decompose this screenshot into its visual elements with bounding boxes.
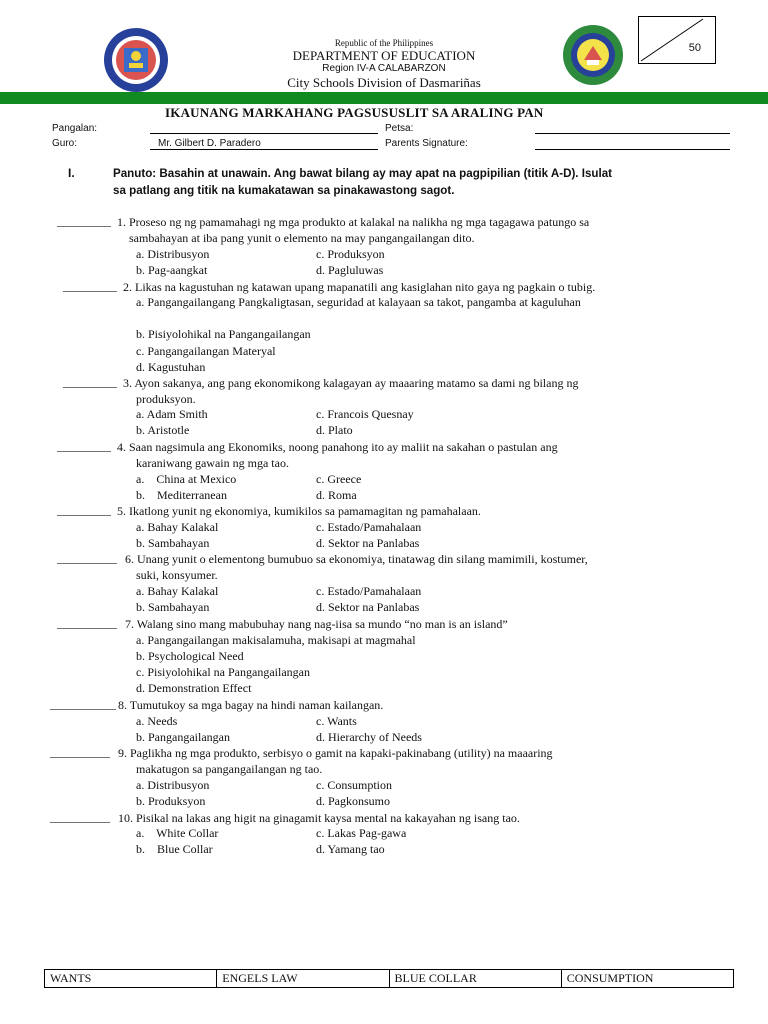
answer-bank-item: ENGELS LAW — [216, 970, 388, 987]
answer-bank-item: WANTS — [50, 971, 92, 985]
option-a: a. Needs — [136, 714, 178, 728]
option-d: d. Kagustuhan — [136, 360, 206, 374]
option-d: d. Plato — [316, 423, 353, 437]
option-c: c. Consumption — [316, 778, 393, 792]
option-c: c. Pangangailangan Materyal — [136, 344, 276, 358]
option-a: a. Pangangailangang Pangkaligtasan, seguridad at kalayaan sa takot, pangamba at kaguluhan — [136, 295, 581, 309]
region-label: Region IV-A CALABARZON — [322, 63, 446, 74]
question-9-text-cont: makatugon sa pangangailangan ng tao. — [136, 762, 323, 776]
answer-bank-item: BLUE COLLAR — [389, 970, 561, 987]
parents-signature-field[interactable] — [535, 149, 730, 150]
answer-bank — [44, 969, 734, 988]
answer-blank-2[interactable]: _________ — [63, 279, 117, 293]
question-8-text: 8. Tumutukoy sa mga bagay na hindi naman kailangan. — [118, 698, 384, 712]
question-4-text: 4. Saan nagsimula ang Ekonomiks, noong panahong ito ay maliit na sakahan o pastulan ang — [117, 440, 558, 454]
option-a: a. Distribusyon — [136, 247, 210, 261]
question-5-text: 5. Ikatlong yunit ng ekonomiya, kumikilos sa pamamagitan ng pamahalaan. — [117, 504, 481, 518]
header-divider-bar — [0, 92, 768, 104]
option-d: d. Hierarchy of Needs — [316, 730, 422, 744]
question-6-text: 6. Unang yunit o elementong bumubuo sa ekonomiya, tinatawag din silang mamimili, kostumer, — [125, 552, 588, 566]
option-a: a. Distribusyon — [136, 778, 210, 792]
question-1-text-cont: sambahayan at iba pang yunit o elemento na may pangangailangan dito. — [129, 231, 475, 245]
option-a: a. Bahay Kalakal — [136, 584, 219, 598]
question-9-text: 9. Paglikha ng mga produkto, serbisyo o gamit na kapaki-pakinabang (utility) na maaaring — [118, 746, 553, 760]
parents-signature-label: Parents Signature: — [385, 138, 468, 149]
option-b: b. Pangangailangan — [136, 730, 230, 744]
option-c: c. Lakas Pag-gawa — [316, 826, 407, 840]
answer-blank-5[interactable]: _________ — [57, 503, 111, 517]
option-b: b. Sambahayan — [136, 600, 210, 614]
pangalan-field[interactable] — [150, 133, 378, 134]
option-b: b. Sambahayan — [136, 536, 210, 550]
answer-blank-7[interactable]: __________ — [57, 616, 117, 630]
answer-blank-3[interactable]: _________ — [63, 375, 117, 389]
division-name: City Schools Division of Dasmariñas — [287, 75, 481, 90]
option-d: d. Sektor na Panlabas — [316, 600, 420, 614]
republic-label: Republic of the Philippines — [334, 38, 434, 48]
answer-blank-1[interactable]: _________ — [57, 214, 111, 228]
question-1-text: 1. Proseso ng ng pamamahagi ng mga produkto at kalakal na nalikha ng mga tagagawa patungo sa — [117, 215, 590, 229]
option-b: b. Psychological Need — [136, 649, 244, 663]
answer-blank-6[interactable]: __________ — [57, 551, 117, 565]
exam-title: IKAUNANG MARKAHANG PAGSUSUSLIT SA ARALING PAN — [165, 105, 544, 120]
petsa-label: Petsa: — [385, 123, 414, 134]
directions-line: Panuto: Basahin at unawain. Ang bawat bilang ay may apat na pagpipilian (titik A-D). Isulat — [113, 167, 613, 180]
option-b: b. Pag-aangkat — [136, 263, 208, 277]
petsa-field[interactable] — [535, 133, 730, 134]
score-slash — [639, 17, 715, 63]
answer-blank-8[interactable]: ___________ — [50, 697, 116, 711]
option-d: d. Pagkonsumo — [316, 794, 391, 808]
guro-value: Mr. Gilbert D. Paradero — [158, 138, 261, 149]
option-a: a. Adam Smith — [136, 407, 208, 421]
guro-field — [150, 149, 378, 150]
question-3-text-cont: produksyon. — [136, 392, 196, 406]
department-name: DEPARTMENT OF EDUCATION — [292, 48, 476, 63]
option-c: c. Estado/Pamahalaan — [316, 520, 422, 534]
score-total: 50 — [688, 42, 701, 54]
answer-blank-10[interactable]: __________ — [50, 810, 110, 824]
pangalan-label: Pangalan: — [52, 123, 98, 134]
question-10-text: 10. Pisikal na lakas ang higit na ginagamit kaysa mental na kakayahan ng isang tao. — [118, 811, 520, 825]
option-d: d. Demonstration Effect — [136, 681, 252, 695]
division-seal-icon — [562, 24, 624, 86]
option-d: d. Roma — [316, 488, 357, 502]
option-b: b. Blue Collar — [136, 842, 213, 856]
question-2-text: 2. Likas na kagustuhan ng katawan upang mapanatili ang kasiglahan nito gaya ng pagkain o tubig. — [123, 280, 596, 294]
option-c: c. Pisiyolohikal na Pangangailangan — [136, 665, 310, 679]
section-number: I. — [68, 166, 75, 180]
title-container — [165, 105, 600, 122]
score-box — [638, 16, 716, 64]
option-c: c. Wants — [316, 714, 357, 728]
option-a: a. Bahay Kalakal — [136, 520, 219, 534]
question-4-text-cont: karaniwang gawain ng mga tao. — [136, 456, 289, 470]
directions-line: sa patlang ang titik na kumakatawan sa pinakawastong sagot. — [113, 184, 455, 197]
answer-blank-9[interactable]: __________ — [50, 745, 110, 759]
question-3-text: 3. Ayon sakanya, ang pang ekonomikong kalagayan ay maaaring matamo sa dami ng bilang ng — [123, 376, 579, 390]
option-b: b. Produksyon — [136, 794, 206, 808]
option-d: d. Sektor na Panlabas — [316, 536, 420, 550]
option-c: c. Estado/Pamahalaan — [316, 584, 422, 598]
answer-blank-4[interactable]: _________ — [57, 439, 111, 453]
option-b: b. Mediterranean — [136, 488, 227, 502]
option-a: a. Pangangailangan makisalamuha, makisapi at magmahal — [136, 633, 416, 647]
directions — [113, 165, 743, 199]
option-b: b. Pisiyolohikal na Pangangailangan — [136, 327, 311, 341]
option-c: c. Greece — [316, 472, 362, 486]
option-c: c. Francois Quesnay — [316, 407, 414, 421]
option-b: b. Aristotle — [136, 423, 190, 437]
question-6-text-cont: suki, konsyumer. — [136, 568, 218, 582]
answer-bank-item: CONSUMPTION — [561, 970, 733, 987]
option-d: d. Pagluluwas — [316, 263, 384, 277]
option-d: d. Yamang tao — [316, 842, 385, 856]
question-7-text: 7. Walang sino mang mabubuhay nang nag-iisa sa mundo “no man is an island” — [125, 617, 508, 631]
option-a: a. China at Mexico — [136, 472, 237, 486]
option-a: a. White Collar — [136, 826, 219, 840]
guro-label: Guro: — [52, 138, 78, 149]
option-c: c. Produksyon — [316, 247, 385, 261]
